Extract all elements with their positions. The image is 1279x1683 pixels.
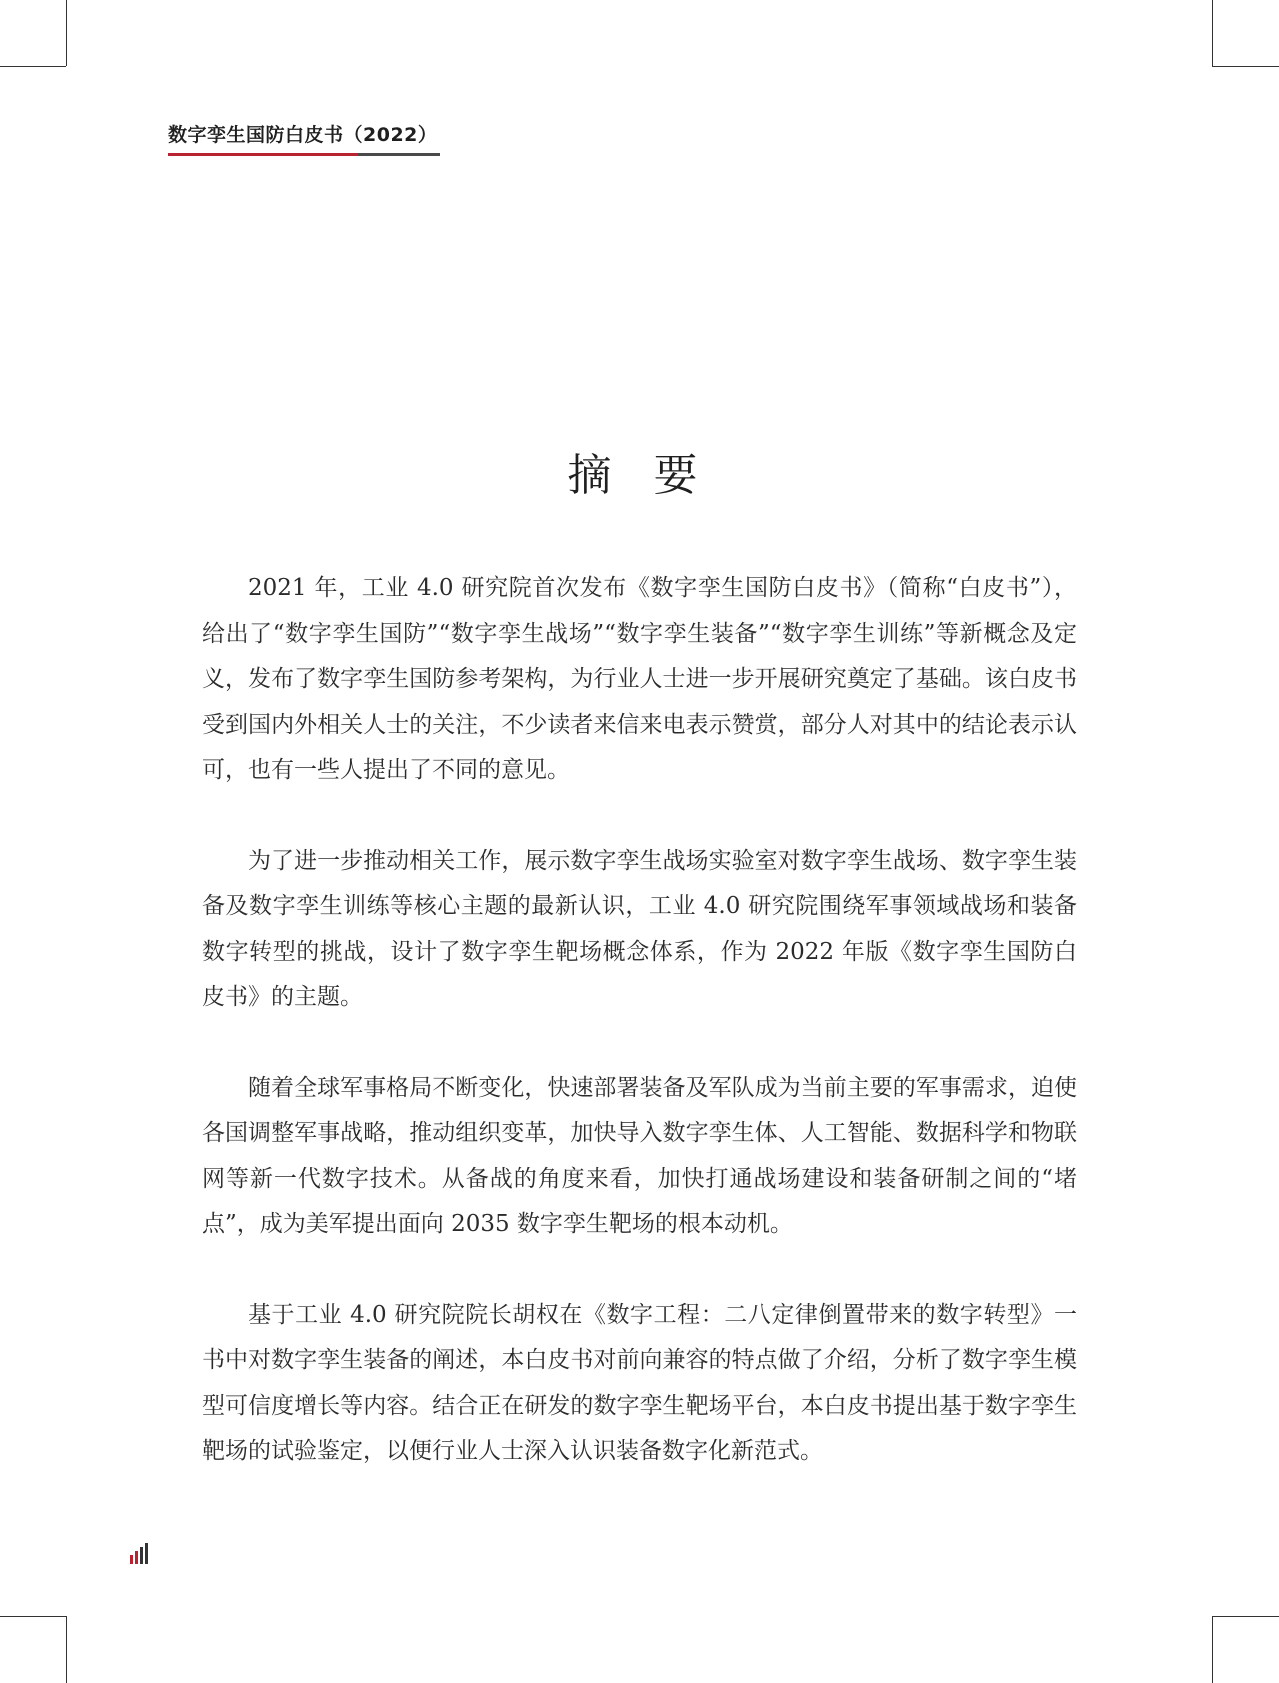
crop-mark-bottom-right-horizontal	[1212, 1616, 1279, 1617]
section-title: 摘 要	[567, 450, 712, 501]
abstract-body	[202, 566, 1077, 1520]
crop-mark-bottom-right-vertical	[1212, 1616, 1213, 1683]
running-header-rule	[168, 153, 440, 156]
paragraph-2: 为了进一步推动相关工作，展示数字孪生战场实验室对数字孪生战场、数字孪生装备及数字孪生训练等核心主题的最新认识，工业 4.0 研究院围绕军事领域战场和装备数字转型的挑战，设计了数字孪生靶场概念体系，作为 2022 年版《数字孪生国防白皮书》的主题。	[202, 847, 1077, 1010]
crop-mark-top-left-vertical	[66, 0, 67, 66]
paragraph-4: 基于工业 4.0 研究院院长胡权在《数字工程：二八定律倒置带来的数字转型》一书中对数字孪生装备的阐述，本白皮书对前向兼容的特点做了介绍，分析了数字孪生模型可信度增长等内容。结合正在研发的数字孪生靶场平台，本白皮书提出基于数字孪生靶场的试验鉴定，以便行业人士深入认识装备数字化新范式。	[202, 1301, 1077, 1464]
paragraph-3: 随着全球军事格局不断变化，快速部署装备及军队成为当前主要的军事需求，迫使各国调整军事战略，推动组织变革，加快导入数字孪生体、人工智能、数据科学和物联网等新一代数字技术。从备战的角度来看，加快打通战场建设和装备研制之间的“堵点”，成为美军提出面向 2035 数字孪生靶场的根本动机。	[202, 1074, 1077, 1237]
bar-chart-icon-bar-1	[130, 1555, 133, 1564]
running-header	[168, 122, 440, 156]
crop-mark-top-right-vertical	[1212, 0, 1213, 66]
crop-mark-bottom-left-vertical	[66, 1616, 67, 1683]
crop-mark-bottom-left-horizontal	[0, 1616, 66, 1617]
bar-chart-icon-bar-2	[135, 1551, 138, 1564]
running-header-rule-tail	[358, 153, 440, 156]
crop-mark-top-left-horizontal	[0, 66, 66, 67]
running-header-title: 数字孪生国防白皮书（2022）	[168, 124, 438, 146]
bar-chart-icon	[130, 1544, 154, 1564]
running-header-rule-accent	[168, 153, 358, 156]
bar-chart-icon-bar-4	[145, 1543, 148, 1564]
crop-mark-top-right-horizontal	[1212, 66, 1279, 67]
bar-chart-icon-bar-3	[140, 1547, 143, 1564]
paragraph-1: 2021 年，工业 4.0 研究院首次发布《数字孪生国防白皮书》（简称“白皮书”），给出了“数字孪生国防”“数字孪生战场”“数字孪生装备”“数字孪生训练”等新概念及定义，发布了数字孪生国防参考架构，为行业人士进一步开展研究奠定了基础。该白皮书受到国内外相关人士的关注，不少读者来信来电表示赞赏，部分人对其中的结论表示认可，也有一些人提出了不同的意见。	[202, 575, 1077, 783]
